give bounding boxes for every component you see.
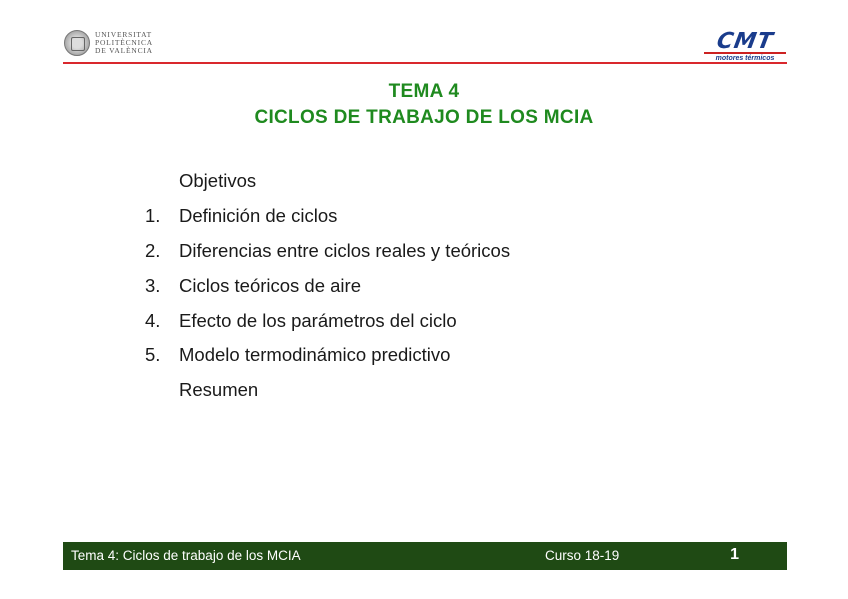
cmt-logo — [704, 29, 786, 62]
upv-logo-line-3: DE VALÈNCIA — [95, 46, 153, 55]
title-line-1: TEMA 4 — [388, 81, 460, 102]
agenda-item-text: Efecto de los parámetros del ciclo — [179, 309, 457, 331]
agenda-item-number: 5. — [145, 344, 161, 366]
agenda-item — [145, 164, 510, 199]
agenda-item-number: 1. — [145, 205, 161, 227]
agenda-item — [145, 199, 510, 234]
agenda-item-text: Ciclos teóricos de aire — [179, 274, 361, 296]
title-line-2: CICLOS DE TRABAJO DE LOS MCIA — [254, 107, 594, 128]
cmt-logo-caption: motores térmicos — [704, 52, 786, 62]
upv-logo — [64, 30, 153, 56]
agenda-item-text: Definición de ciclos — [179, 205, 338, 227]
page-number: 1 — [730, 546, 739, 563]
agenda-item — [145, 268, 510, 303]
upv-logo-text — [95, 31, 153, 55]
agenda-item-number: 2. — [145, 239, 161, 261]
agenda-item — [145, 303, 510, 338]
header-divider — [63, 62, 787, 64]
agenda-item-number: 3. — [145, 274, 161, 296]
agenda-item-text: Objetivos — [179, 170, 257, 192]
slide-footer — [63, 542, 787, 570]
slide-title — [0, 79, 848, 131]
agenda-list — [145, 164, 510, 408]
agenda-item-text: Resumen — [179, 379, 259, 401]
upv-logo-line-2: POLITÈCNICA — [95, 38, 153, 47]
agenda-item — [145, 338, 510, 373]
upv-logo-line-1: UNIVERSITAT — [95, 30, 152, 39]
upv-seal-icon — [64, 30, 90, 56]
footer-course: Curso 18-19 — [545, 548, 620, 563]
cmt-logo-mark: CMT — [714, 29, 776, 54]
agenda-item — [145, 373, 510, 408]
agenda-item-text: Modelo termodinámico predictivo — [179, 344, 451, 366]
agenda-item-number: 4. — [145, 309, 161, 331]
agenda-item — [145, 234, 510, 269]
agenda-item-text: Diferencias entre ciclos reales y teóricos — [179, 239, 511, 261]
footer-topic: Tema 4: Ciclos de trabajo de los MCIA — [71, 548, 301, 563]
